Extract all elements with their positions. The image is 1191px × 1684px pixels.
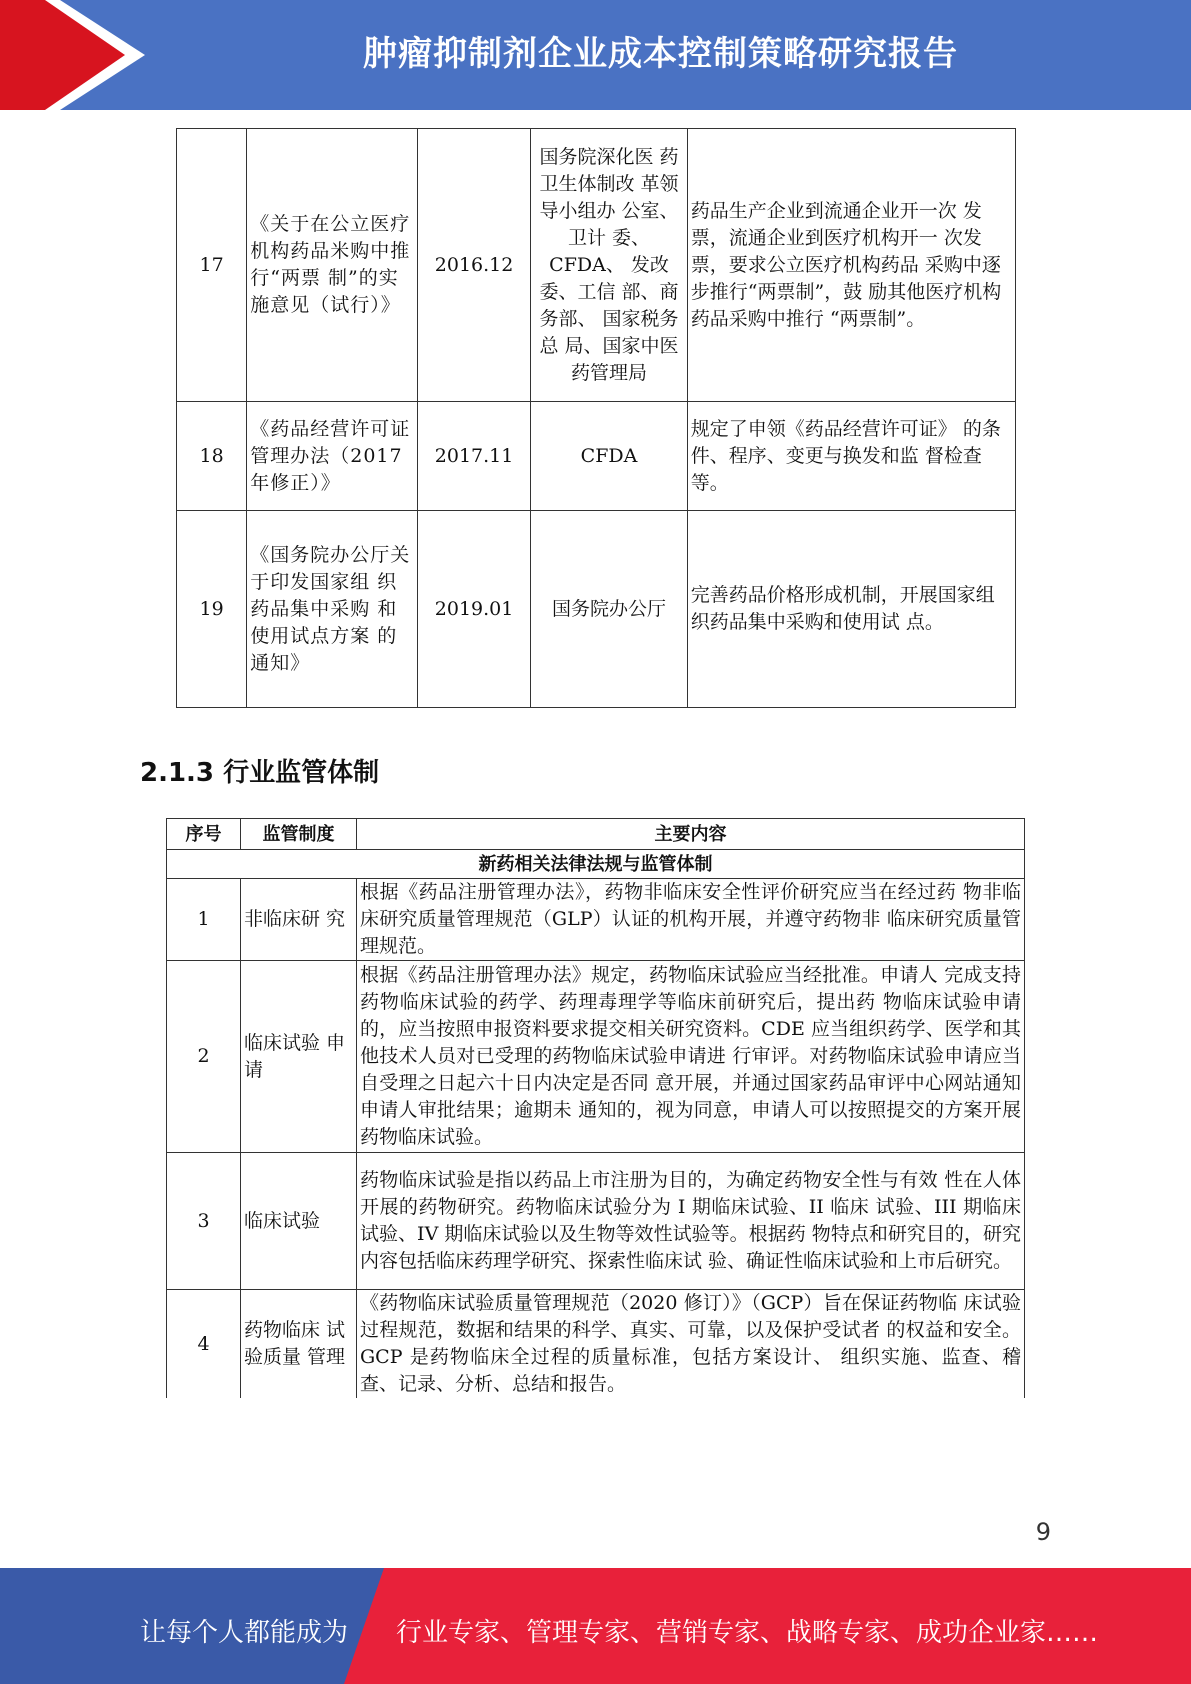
policy-table [176,128,1016,708]
policy-issuer: CFDA [531,402,688,511]
policy-issuer: 国务院深化医 药卫生体制改 革领导小组办 公室、卫计 委、CFDA、 发改委、工信 部、商务部、 国家税务总 局、国家中医药管理局 [531,129,688,402]
table-header-row [167,819,1025,850]
row-number: 1 [167,879,241,961]
table-row [167,1290,1025,1399]
table-row [177,511,1016,708]
table-group-row [167,850,1025,879]
regulation-table [166,818,1025,1398]
policy-name: 《药品经营许可证管理办法（2017 年修正）》 [247,402,418,511]
regulation-system: 临床试验 [241,1153,357,1290]
row-number: 4 [167,1290,241,1399]
header-content: 主要内容 [357,819,1025,850]
policy-content: 规定了申领《药品经营许可证》 的条件、程序、变更与换发和监 督检查等。 [687,402,1015,511]
regulation-content: 根据《药品注册管理办法》规定，药物临床试验应当经批准。申请人 完成支持药物临床试验的药学、药理毒理学等临床前研究后，提出药 物临床试验申请的，应当按照申报资料要求提交相关研究资料。CDE 应当组织药学、医学和其他技术人员对已受理的药物临床试验申请进 行审评。对药物临床试验申请应当自受理之日起六十日内决定是否同 意开展，并通过国家药品审评中心网站通知申请人审批结果；逾期未 通知的，视为同意，申请人可以按照提交的方案开展药物临床试验。 [357,961,1025,1153]
row-number: 18 [177,402,247,511]
page-header [0,0,1191,110]
table-row [167,1153,1025,1290]
row-number: 2 [167,961,241,1153]
row-number: 17 [177,129,247,402]
header-number: 序号 [167,819,241,850]
regulation-system: 药物临床 试验质量 管理 [241,1290,357,1399]
policy-content: 完善药品价格形成机制，开展国家组织药品集中采购和使用试 点。 [687,511,1015,708]
header-arrow-decoration [0,0,150,110]
regulation-system: 临床试验 申请 [241,961,357,1153]
regulation-system: 非临床研 究 [241,879,357,961]
policy-content: 药品生产企业到流通企业开一次 发票，流通企业到医疗机构开一 次发票，要求公立医疗机构药品 采购中逐步推行“两票制”，鼓 励其他医疗机构药品采购中推行 “两票制”。 [687,129,1015,402]
group-title: 新药相关法律法规与监管体制 [167,850,1025,879]
row-number: 3 [167,1153,241,1290]
footer-slogan-right: 行业专家、管理专家、营销专家、战略专家、成功企业家…… [396,1618,1099,1648]
table-row [177,402,1016,511]
header-system: 监管制度 [241,819,357,850]
report-title: 肿瘤抑制剂企业成本控制策略研究报告 [363,34,958,74]
footer-slogan-left: 让每个人都能成为 [140,1618,349,1648]
regulation-content: 根据《药品注册管理办法》，药物非临床安全性评价研究应当在经过药 物非临床研究质量管理规范（GLP）认证的机构开展，并遵守药物非 临床研究质量管理规范。 [357,879,1025,961]
regulation-content: 药物临床试验是指以药品上市注册为目的，为确定药物安全性与有效 性在人体开展的药物研究。药物临床试验分为 I 期临床试验、II 临床 试验、III 期临床试验、IV 期临床试验以及生物等效性试验等。根据药 物特点和研究目的，研究内容包括临床药理学研究、探索性临床试 验、确证性临床试验和上市后研究。 [357,1153,1025,1290]
policy-date: 2017.11 [417,402,530,511]
page-number: 9 [1035,1518,1051,1546]
row-number: 19 [177,511,247,708]
policy-name: 《国务院办公厅关于印发国家组 织药品集中采购 和使用试点方案 的通知》 [247,511,418,708]
policy-date: 2016.12 [417,129,530,402]
table-row [167,879,1025,961]
table-row [167,961,1025,1153]
table-row [177,129,1016,402]
policy-name: 《关于在公立医疗机构药品米购中推行“两票 制”的实施意见（试行）》 [247,129,418,402]
policy-issuer: 国务院办公厅 [531,511,688,708]
regulation-content: 《药物临床试验质量管理规范（2020 修订）》（GCP）旨在保证药物临 床试验过程规范，数据和结果的科学、真实、可靠，以及保护受试者 的权益和安全。GCP 是药物临床全过程的质量标准，包括方案设计、 组织实施、监查、稽查、记录、分析、总结和报告。 [357,1290,1025,1399]
section-heading: 2.1.3 行业监管体制 [140,758,380,788]
policy-date: 2019.01 [417,511,530,708]
